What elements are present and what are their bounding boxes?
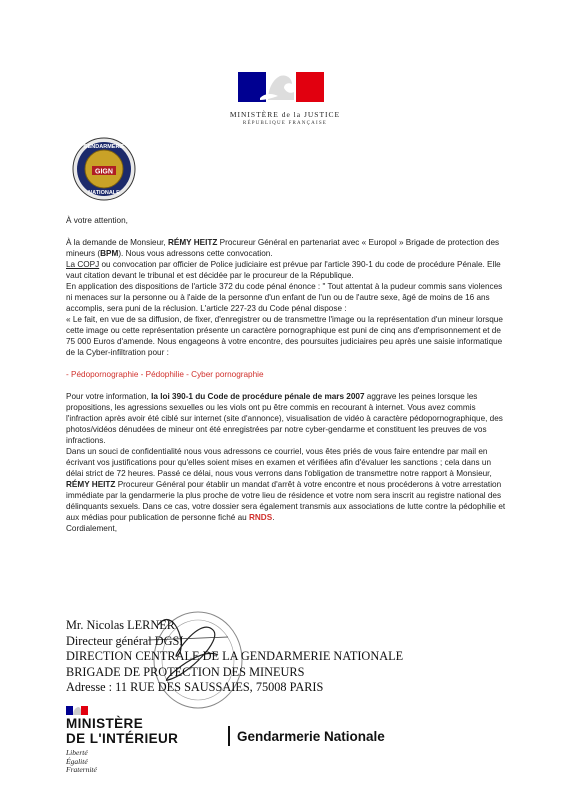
p4-text-a: Dans un souci de confidentialité nous vous adressons ce courriel, vous êtes priés de vous faire entendre par mail en écrivant vos justifications pour qu'elles soient mises en examen et vérifiées afin d'évaluer les sanctions ; cela dans un délai strict de 72 heures. Passé ce délai, nous vous verrons dans l'obligation de transmettre notre rapport à Monsieur,: [66, 447, 492, 478]
badge-center-text: GIGN: [95, 168, 113, 176]
bpm-acronym: BPM: [100, 249, 119, 258]
brigade-name: BRIGADE DE PROTECTION DES MINEURS: [66, 664, 305, 679]
paragraph-article-372: En application des dispositions de l'article 372 du code pénal énonce : " Tout attentat à la pudeur commis sans violences ni menaces sur la personne ou à l'aide de la personne d'un enfant de l'un ou de l'autre sexe, âgé de moins de 16 ans accomplis, sera puni de la réclusion. L'article 227-23 du Code pénal dispose :: [66, 282, 503, 313]
ministry-interior-line1: MINISTÈRE: [66, 716, 144, 731]
p2-text-a: ou convocation par officier de Police judiciaire est prévue par l'article 390-1 du code de procédure Pénale. Elle vaut citation devant le tribunal et est décidée par le procureur de la République.: [66, 260, 501, 280]
signatory-name: Mr. Nicolas LERNER: [66, 618, 175, 632]
prosecutor-name: RÉMY HEITZ: [167, 238, 218, 247]
rnds-acronym: RNDS: [248, 513, 273, 522]
paragraph-article-227: « Le fait, en vue de sa diffusion, de fixer, d'enregistrer ou de transmettre l'image ou la représentation d'un mineur lorsque cette image ou cette représentation présente un caractère pornographique est puni de cinq ans d'emprisonnement et de 75 000 Euros d'amende. Nous engageons à votre encontre, des poursuites judiciaires peu après une saisie informatique de la Cyber-infiltration pour :: [66, 315, 503, 357]
ministry-interior-name: [66, 716, 178, 746]
p1-text-a: À la demande de Monsieur,: [66, 238, 168, 247]
gendarmerie-nationale-label: Gendarmerie Nationale: [237, 729, 385, 744]
motto-egalite: Égalité: [66, 756, 88, 766]
badge-bottom-text: NATIONALE: [88, 190, 120, 196]
letter-body: [66, 215, 506, 534]
motto-liberte: Liberté: [66, 748, 88, 757]
prosecutor-name-2: RÉMY HEITZ: [66, 480, 116, 489]
marianne-logo: [238, 72, 324, 102]
direction-name: DIRECTION CENTRALE DE LA GENDARMERIE NATIONALE: [66, 649, 404, 663]
signature-block: [66, 618, 506, 696]
ministry-justice-title: MINISTÈRE de la JUSTICE: [229, 110, 341, 119]
address: Adresse : 11 RUE DES SAUSSAIES, 75008 PARIS: [66, 680, 324, 694]
p3-text-b: aggrave les peines lorsque les propositions, les agressions sexuelles ou les viols ont pu être commis en recourant à internet. Vous avez commis l'infraction après avoir été ciblé sur internet (site d'annonce), visualisation de vidéo à caractère pédopornographique, des photos/vidéos dénudées de mineur ont été enregistrées par notre cyber-gendarme et constituent les preuves de vos infractions.: [66, 392, 503, 445]
ministry-interior-line2: DE L'INTÉRIEUR: [66, 731, 179, 746]
copj-link: La COPJ: [66, 260, 100, 269]
signatory-title: Directeur général DGSI: [66, 633, 184, 648]
ministry-justice-subtitle: RÉPUBLIQUE FRANÇAISE: [242, 121, 328, 126]
p4-text-b: Procureur Général pour établir un mandat d'arrêt à votre encontre et nous procéderons à votre arrestation immédiate par la gendarmerie la plus proche de votre lieu de résidence et votre nom sera inscrit au registre national des délinquants sexuels. Dans ce cas, votre dossier sera également transmis aux associations de lutte contre la pédophilie et aux médias pour publication de personne fiché au: [66, 480, 506, 522]
paragraph-confidentiality: [66, 446, 506, 523]
p4-text-c: .: [272, 513, 275, 522]
greeting: À votre attention,: [66, 216, 128, 225]
motto-fraternite: Fraternité: [66, 765, 97, 774]
p1-text-c: ). Nous vous adressons cette convocation.: [118, 249, 273, 258]
p3-text-a: Pour votre information,: [66, 392, 152, 401]
offenses-list: - Pédopornographie - Pédophilie - Cyber pornographie: [66, 370, 264, 379]
paragraph-intro: [66, 237, 506, 259]
gign-badge-logo: [72, 136, 136, 202]
badge-top-text: GENDARMERIE: [83, 144, 125, 150]
paragraph-copj: [66, 259, 506, 281]
p1-text-b: Procureur Général en partenariat avec « Europol » Brigade de protection des mineurs (: [66, 238, 500, 258]
republic-motto: [66, 749, 97, 775]
marianne-small-logo: [66, 706, 88, 715]
footer-separator: [228, 726, 230, 746]
closing: Cordialement,: [66, 524, 117, 533]
paragraph-law: [66, 391, 506, 446]
law-reference: la loi 390-1 du Code de procédure pénale de mars 2007: [151, 392, 365, 401]
